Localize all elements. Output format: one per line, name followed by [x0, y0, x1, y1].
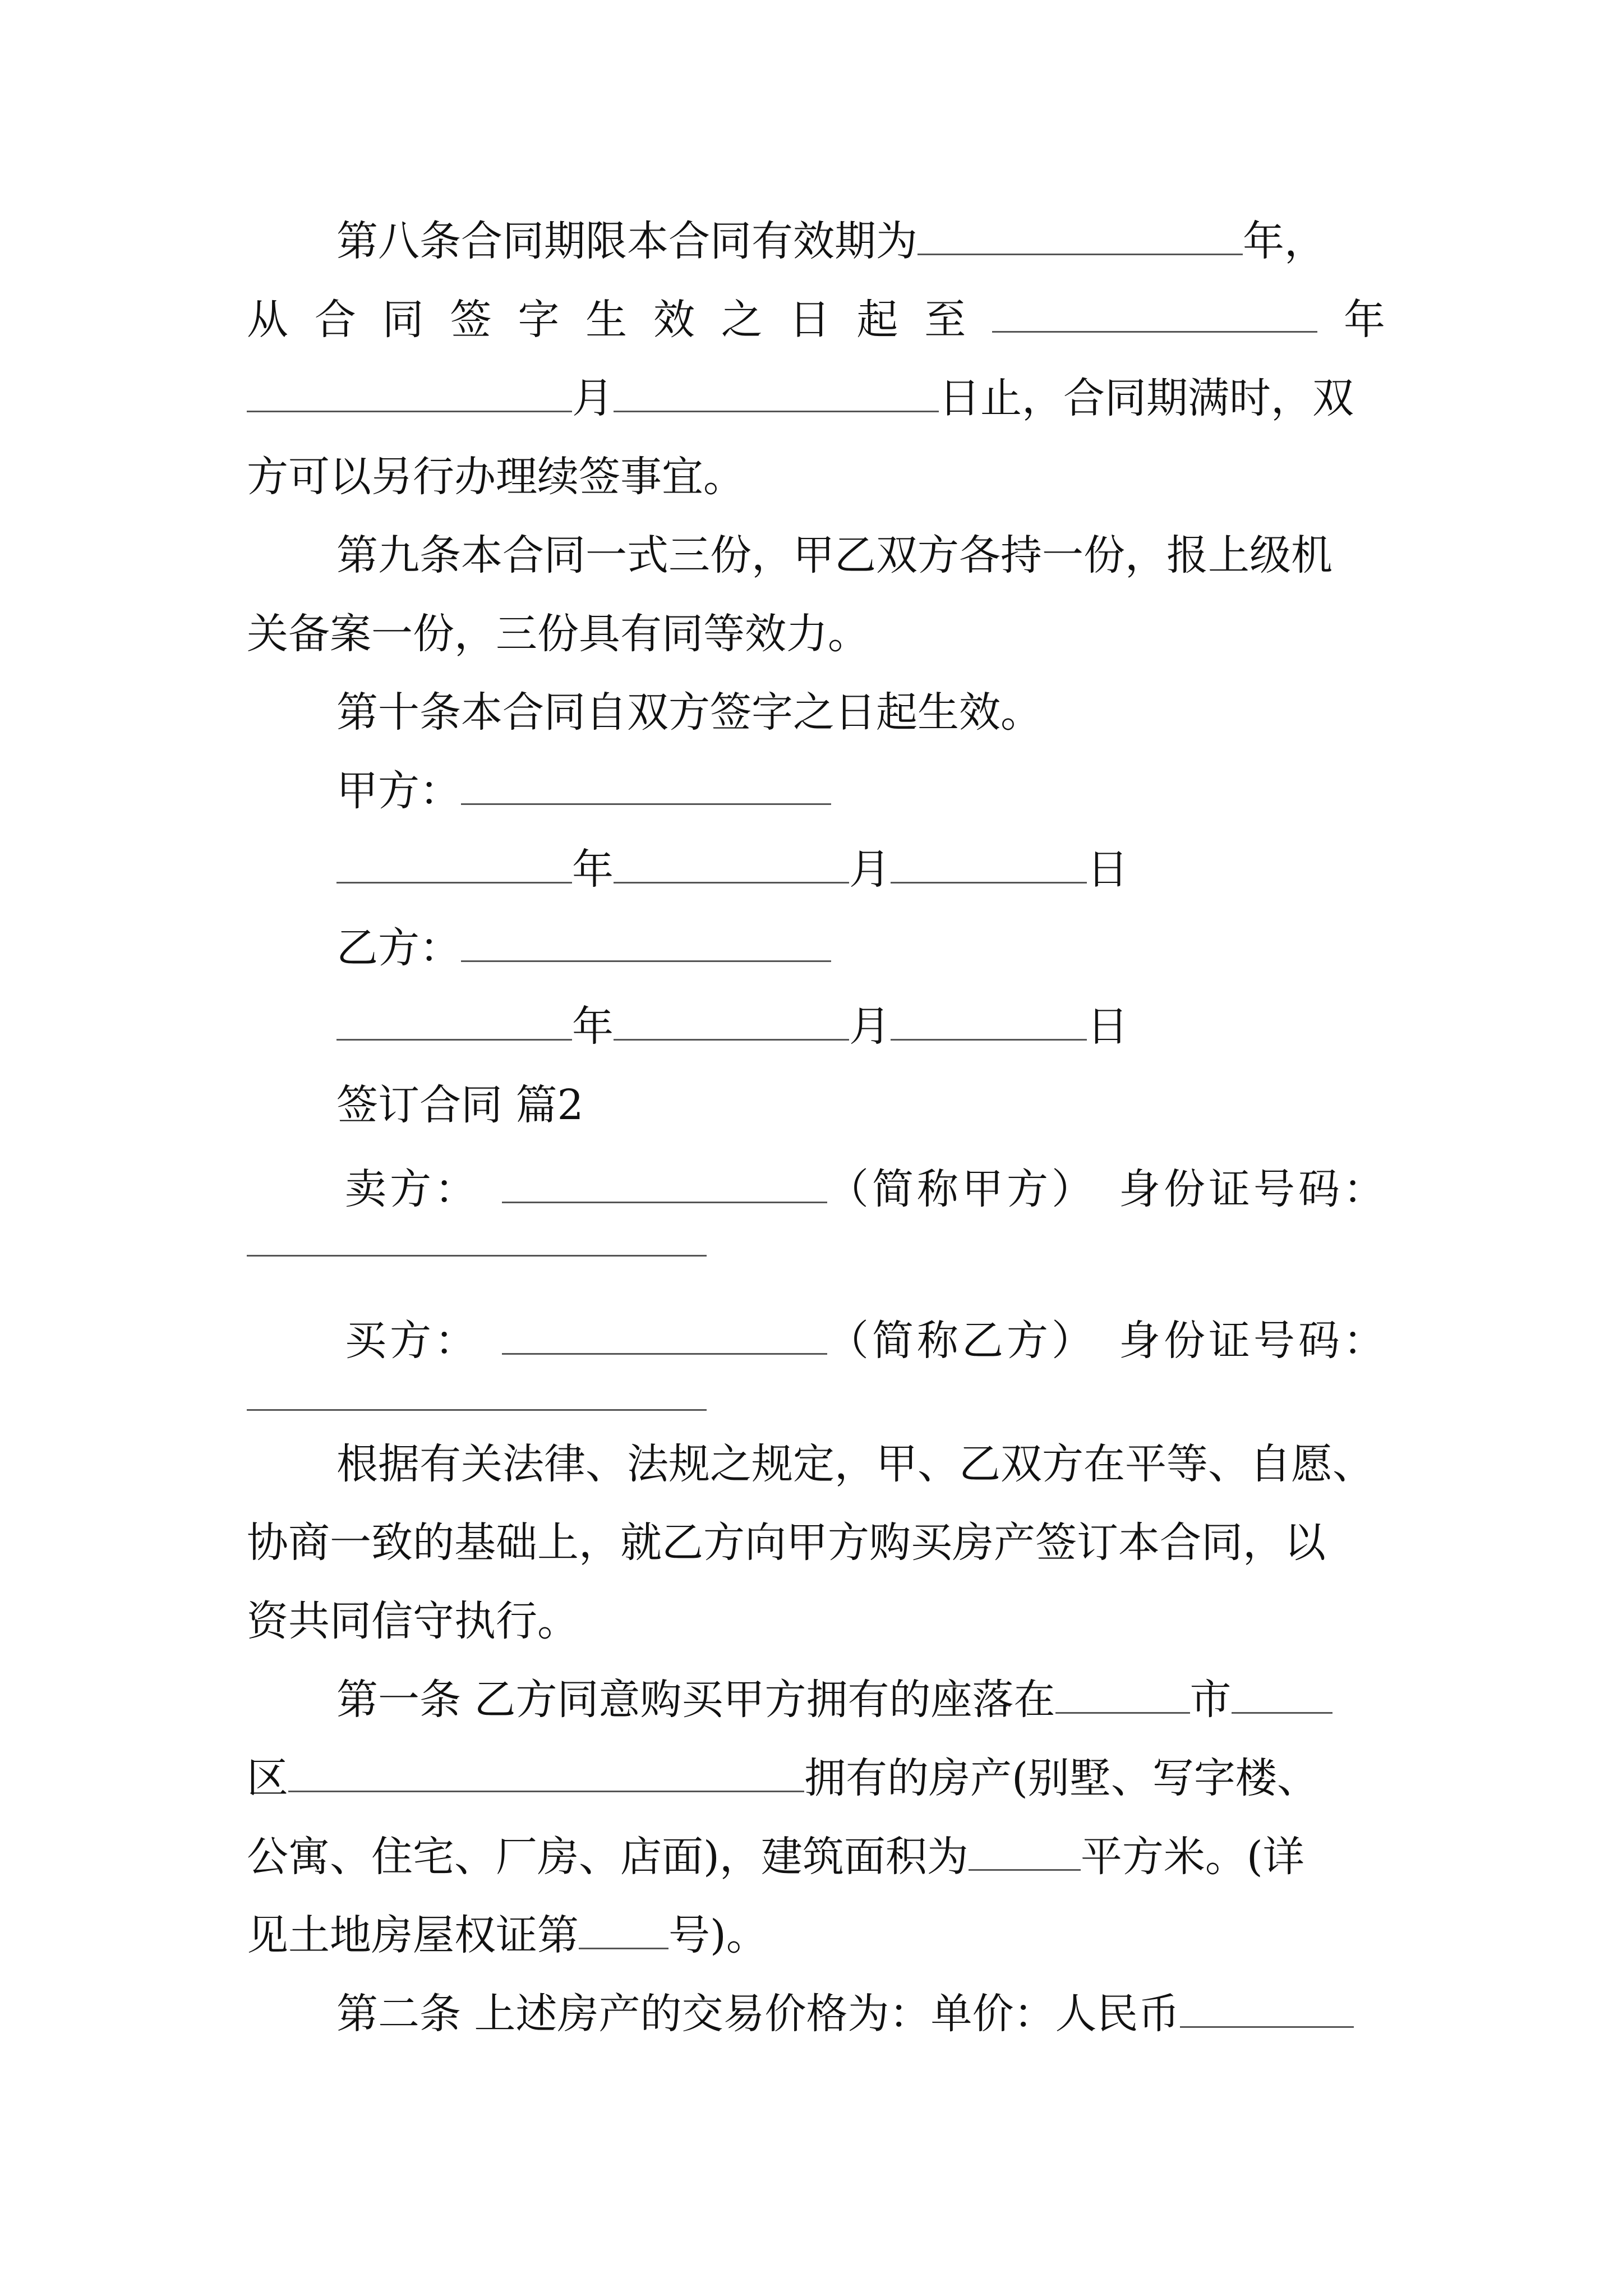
seller-id-blank[interactable]: [247, 1255, 707, 1257]
party-a-line: 甲方：: [336, 757, 1385, 825]
validity-years-blank[interactable]: [917, 209, 1243, 255]
party-a-year-blank[interactable]: [336, 837, 572, 884]
intro-line2: 协商一致的基础上，就乙方向甲方购买房产签订本合同，以: [247, 1519, 1326, 1567]
party-b-line: 乙方：: [336, 914, 1385, 982]
intro-line1: 根据有关法律、法规之规定，甲、乙双方在平等、自愿、: [336, 1440, 1374, 1488]
certificate-number-blank[interactable]: [579, 1903, 668, 1949]
buyer-id-blank[interactable]: [247, 1409, 707, 1411]
buyer-line: 买方： （简称乙方） 身份证号码：: [345, 1307, 1385, 1374]
seller-line: 卖方： （简称甲方） 身份证号码：: [345, 1156, 1385, 1223]
clause1-line3: 公寓、住宅、厂房、店面)，建筑面积为 平方米。(详: [247, 1823, 1385, 1890]
party-a-day-blank[interactable]: [891, 837, 1087, 884]
art8-line1: 第八条合同期限本合同有效期为 年，: [336, 208, 1385, 275]
unit-price-blank[interactable]: [1180, 1981, 1354, 2028]
clause2-line1: 第二条 上述房产的交易价格为：单价：人民币: [336, 1980, 1385, 2047]
party-b-day-blank[interactable]: [891, 994, 1087, 1041]
party-a-date-line: 年 月 日: [336, 836, 1385, 903]
party-b-signature-blank[interactable]: [461, 915, 831, 962]
section2-title: 签订合同 篇2: [336, 1081, 584, 1129]
clause1-line2: 区 拥有的房产(别墅、写字楼、: [247, 1745, 1385, 1812]
party-b-month-blank[interactable]: [614, 994, 849, 1041]
art10-line: 第十条本合同自双方签字之日起生效。: [336, 688, 1042, 737]
party-b-date-line: 年 月 日: [336, 993, 1385, 1060]
clause1-line4: 见土地房屋权证第 号)。: [247, 1902, 1385, 1969]
buyer-name-blank[interactable]: [502, 1308, 827, 1355]
clause1-line1: 第一条 乙方同意购买甲方拥有的座落在 市: [336, 1666, 1385, 1733]
district-prefix-blank[interactable]: [1232, 1667, 1332, 1714]
end-day-blank[interactable]: [614, 366, 939, 412]
seller-name-blank[interactable]: [502, 1157, 827, 1203]
city-blank[interactable]: [1055, 1667, 1190, 1714]
art8-line2: 从 合 同 签 字 生 效 之 日 起 至 年: [247, 286, 1385, 353]
art9-line1: 第九条本合同一式三份，甲乙双方各持一份，报上级机: [336, 531, 1332, 579]
party-b-year-blank[interactable]: [336, 994, 572, 1041]
art8-line3: 月 日止，合同期满时，双: [247, 365, 1385, 432]
end-month-prefix-blank[interactable]: [247, 366, 572, 412]
address-blank[interactable]: [288, 1746, 804, 1792]
intro-line3: 资共同信守执行。: [247, 1597, 579, 1645]
art8-line4: 方可以另行办理续签事宜。: [247, 453, 745, 501]
party-a-month-blank[interactable]: [614, 837, 849, 884]
area-blank[interactable]: [969, 1824, 1081, 1871]
end-year-blank[interactable]: [992, 286, 1317, 333]
party-a-signature-blank[interactable]: [461, 758, 831, 805]
art9-line2: 关备案一份，三份具有同等效力。: [247, 610, 869, 658]
